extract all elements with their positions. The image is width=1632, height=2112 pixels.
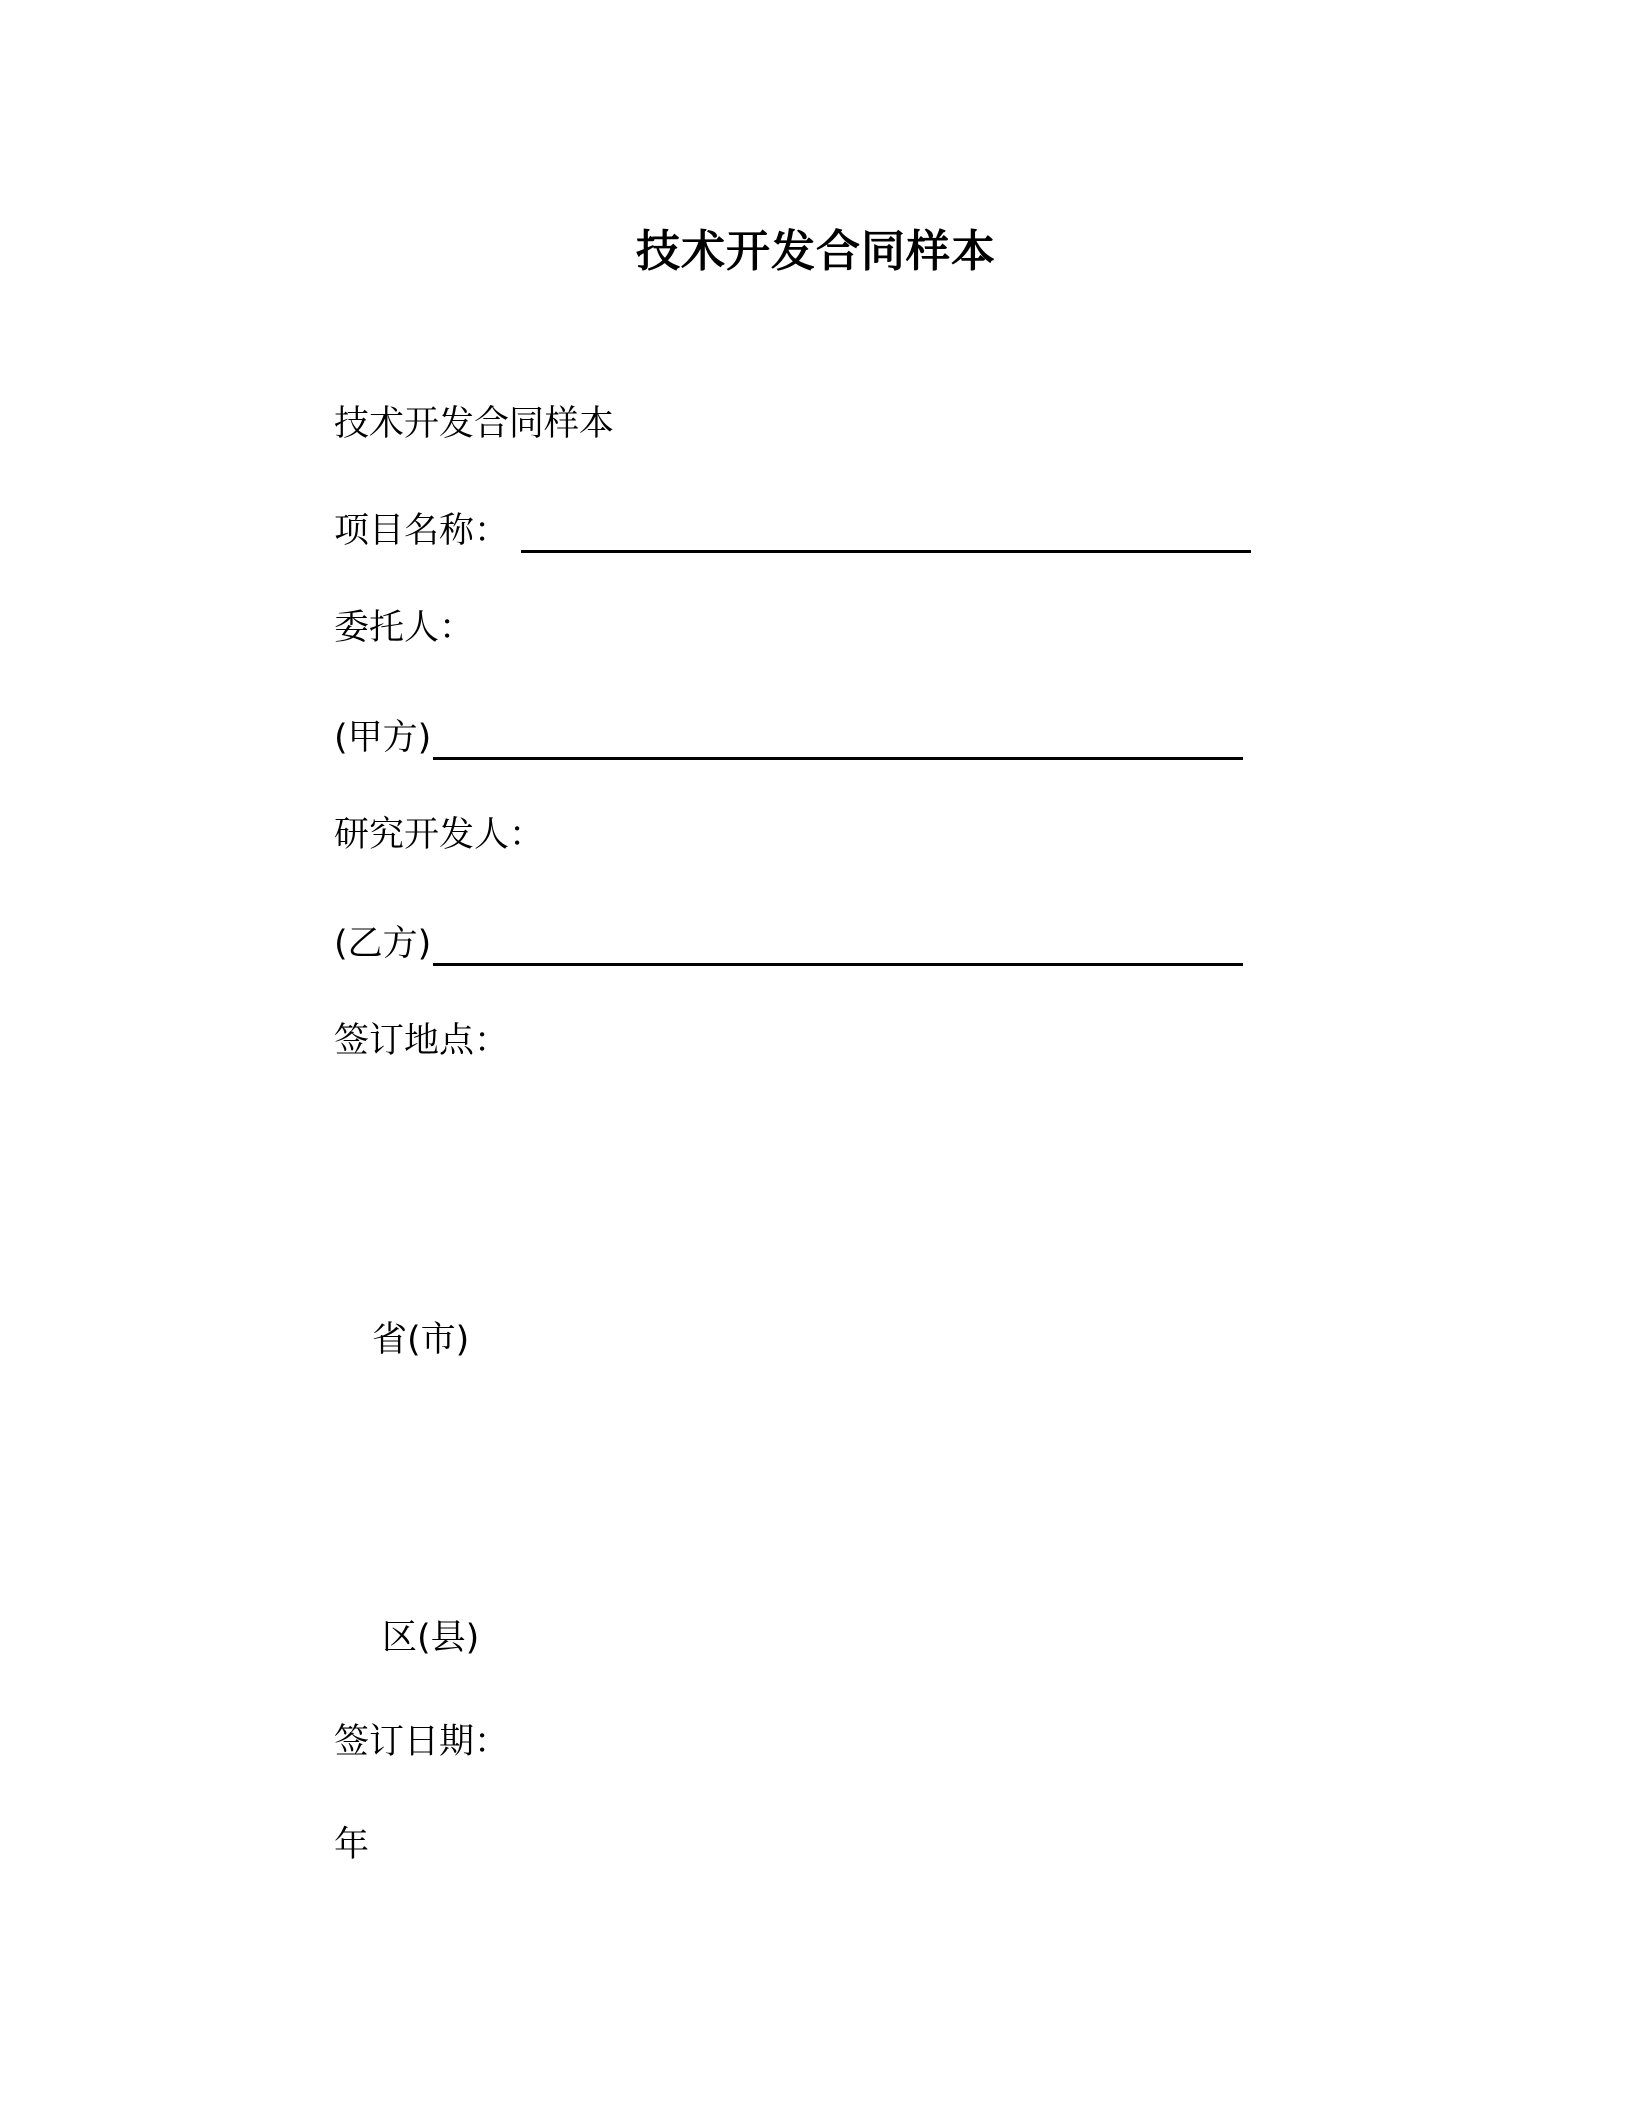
year-label: 年 <box>334 1825 370 1865</box>
project-name-blank[interactable] <box>521 520 1251 553</box>
document-subtitle <box>334 400 614 448</box>
province-row <box>372 1316 469 1364</box>
signing-place-label: 签订地点： <box>334 1021 510 1061</box>
province-label: 省(市) <box>372 1320 470 1360</box>
client-row <box>334 604 474 652</box>
signing-date-row <box>334 1718 509 1766</box>
party-b-row <box>334 920 1243 968</box>
year-row <box>334 1821 369 1869</box>
district-row <box>382 1614 479 1662</box>
document-title: 技术开发合同样本 <box>636 226 996 277</box>
party-a-row <box>334 714 1243 762</box>
signing-date-label: 签订日期： <box>334 1722 510 1762</box>
project-name-label: 项目名称： <box>334 511 510 551</box>
party-a-blank[interactable] <box>433 727 1243 760</box>
party-a-label: (甲方) <box>334 718 432 758</box>
party-b-label: (乙方) <box>334 924 432 964</box>
project-name-row <box>334 507 1251 555</box>
party-b-blank[interactable] <box>433 933 1243 966</box>
developer-label: 研究开发人： <box>334 815 545 855</box>
client-label: 委托人： <box>334 608 475 648</box>
developer-row <box>334 811 544 859</box>
district-label: 区(县) <box>382 1618 480 1658</box>
subtitle-text: 技术开发合同样本 <box>334 404 615 444</box>
signing-place-row <box>334 1017 509 1065</box>
